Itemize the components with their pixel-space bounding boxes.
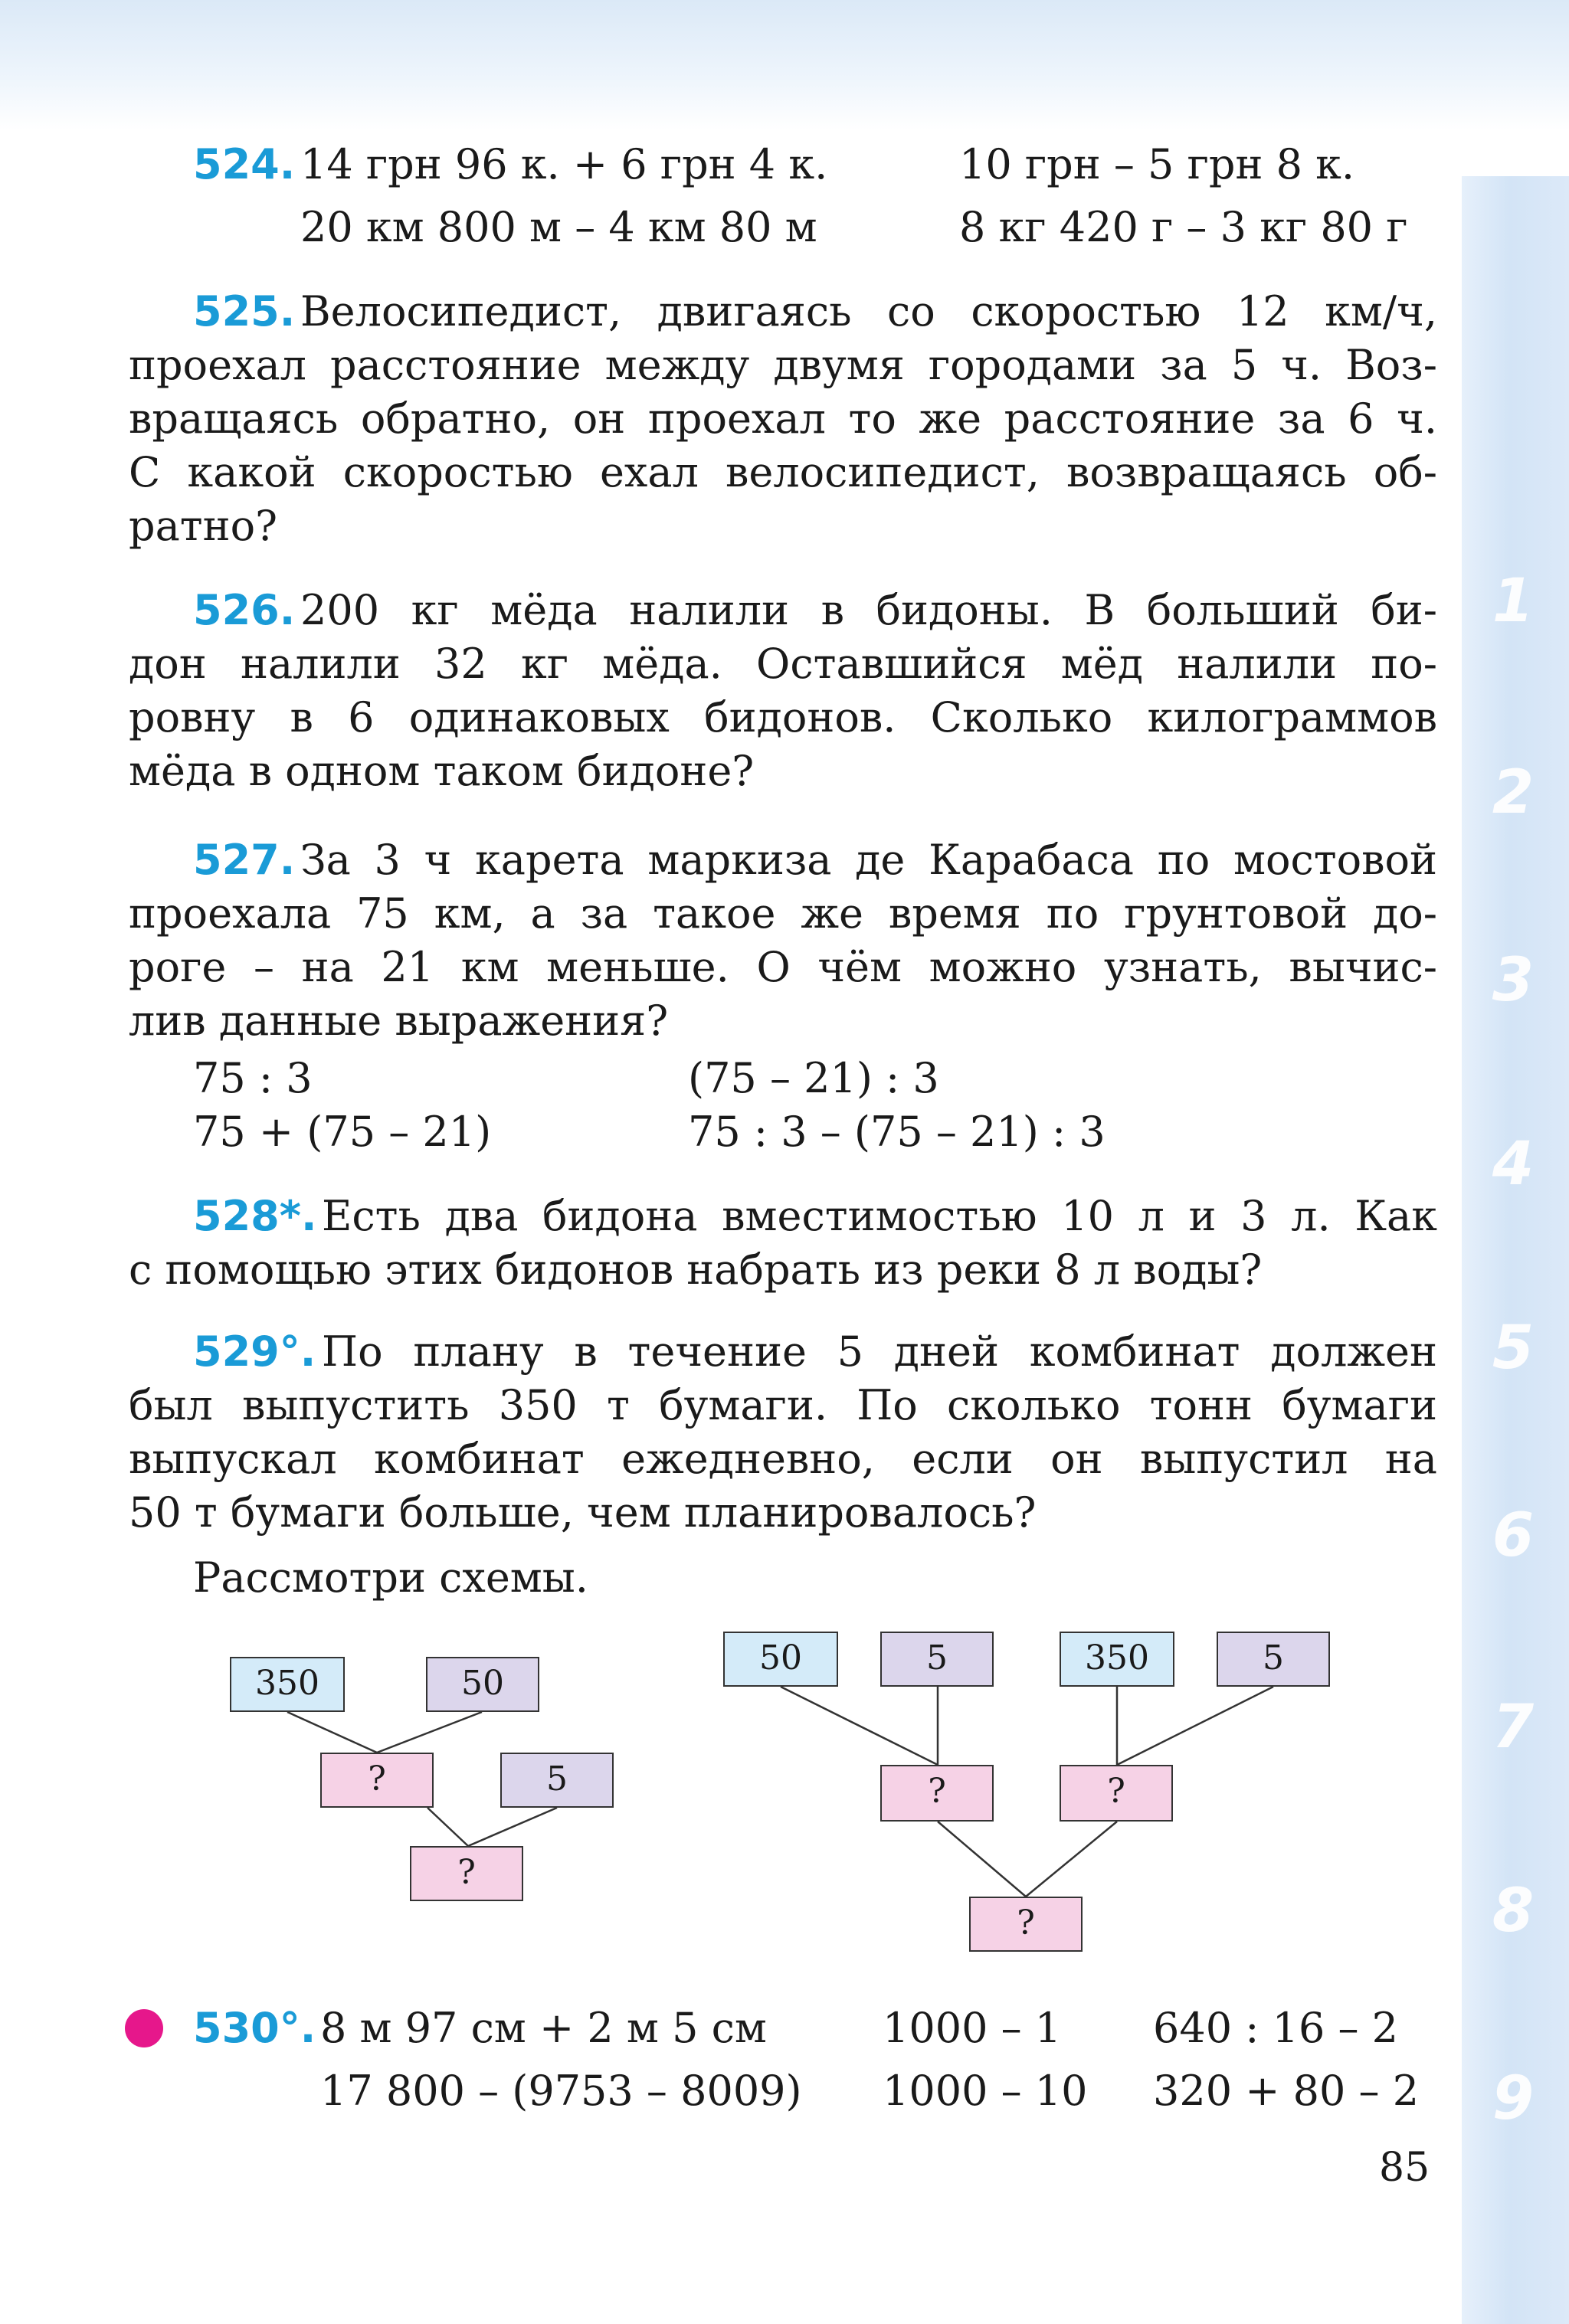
- text-line: был выпустить 350 т бумаги. По сколько тонн бумаги: [129, 1381, 1437, 1429]
- chapter-number: 7: [1492, 1693, 1535, 1762]
- expression: 75 + (75 – 21): [193, 1108, 492, 1156]
- text-line: мёда в одном таком бидоне?: [129, 747, 755, 795]
- chapter-number: 4: [1492, 1130, 1535, 1199]
- text-line: дон налили 32 кг мёда. Оставшийся мёд налили по-: [129, 640, 1437, 688]
- expression: 20 км 800 м – 4 км 80 м: [300, 203, 817, 251]
- exercise-number: 526.: [193, 586, 296, 634]
- scheme-box: ?: [1060, 1765, 1173, 1822]
- chapter-number: 6: [1492, 1501, 1535, 1570]
- text-line: ровну в 6 одинаковых бидонов. Сколько килограммов: [129, 693, 1437, 741]
- exercise-number: 529°.: [193, 1327, 316, 1376]
- scheme-box: 50: [723, 1632, 838, 1687]
- scheme-box: 50: [426, 1657, 539, 1712]
- bullet-marker: [125, 2009, 163, 2047]
- chapter-number: 9: [1492, 2064, 1535, 2133]
- text-line: Велосипедист, двигаясь со скоростью 12 км/ч,: [300, 287, 1437, 336]
- text-line: 200 кг мёда налили в бидоны. В больший би-: [300, 586, 1437, 634]
- exercise-number: 524.: [193, 140, 296, 188]
- expression: 75 : 3: [193, 1054, 313, 1102]
- chapter-number: 5: [1492, 1314, 1535, 1383]
- expression: (75 – 21) : 3: [688, 1054, 939, 1102]
- instruction: Рассмотри схемы.: [193, 1553, 588, 1602]
- text-line: С какой скоростью ехал велосипедист, возвращаясь об-: [129, 448, 1437, 496]
- chapter-number: 8: [1492, 1877, 1535, 1946]
- text-line: 50 т бумаги больше, чем планировалось?: [129, 1488, 1037, 1537]
- scheme-box: 5: [1217, 1632, 1330, 1687]
- text-line: За 3 ч карета маркиза де Карабаса по мостовой: [300, 836, 1437, 884]
- chapter-number: 1: [1492, 567, 1535, 636]
- scheme-box: 5: [880, 1632, 994, 1687]
- text-line: с помощью этих бидонов набрать из реки 8 л воды?: [129, 1245, 1263, 1294]
- text-line: ратно?: [129, 502, 278, 550]
- scheme-box: 350: [230, 1657, 345, 1712]
- text-line: выпускал комбинат ежедневно, если он выпустил на: [129, 1435, 1437, 1483]
- expression: 14 грн 96 к. + 6 грн 4 к.: [300, 140, 828, 188]
- scheme-box: 350: [1060, 1632, 1174, 1687]
- exercise-number: 525.: [193, 287, 296, 336]
- chapter-number: 2: [1492, 758, 1535, 827]
- expression: 8 м 97 см + 2 м 5 см: [320, 2004, 767, 2052]
- scheme-box: ?: [969, 1897, 1083, 1952]
- text-line: роге – на 21 км меньше. О чём можно узнать, вычис-: [129, 943, 1437, 991]
- expression: 17 800 – (9753 – 8009): [320, 2067, 802, 2115]
- expression: 320 + 80 – 2: [1153, 2067, 1420, 2115]
- scheme-box: ?: [880, 1765, 994, 1822]
- text-line: проехал расстояние между двумя городами за 5 ч. Воз-: [129, 341, 1437, 389]
- exercise-number: 527.: [193, 836, 296, 884]
- exercise-number: 528*.: [193, 1192, 317, 1240]
- expression: 1000 – 1: [883, 2004, 1062, 2052]
- page-number: 85: [1379, 2145, 1430, 2191]
- expression: 75 : 3 – (75 – 21) : 3: [688, 1108, 1106, 1156]
- expression: 10 грн – 5 грн 8 к.: [959, 140, 1355, 188]
- text-line: По плану в течение 5 дней комбинат должен: [322, 1327, 1437, 1376]
- scheme-box: ?: [410, 1846, 523, 1901]
- chapter-number: 3: [1492, 946, 1535, 1015]
- expression: 8 кг 420 г – 3 кг 80 г: [959, 203, 1408, 251]
- text-line: проехала 75 км, а за такое же время по грунтовой до-: [129, 889, 1437, 938]
- expression: 1000 – 10: [883, 2067, 1088, 2115]
- scheme-box: 5: [500, 1753, 614, 1808]
- scheme-box: ?: [320, 1753, 434, 1808]
- text-line: лив данные выражения?: [129, 997, 669, 1045]
- text-line: вращаясь обратно, он проехал то же расстояние за 6 ч.: [129, 394, 1437, 443]
- text-line: Есть два бидона вместимостью 10 л и 3 л. Как: [322, 1192, 1437, 1240]
- exercise-number: 530°.: [193, 2004, 316, 2052]
- expression: 640 : 16 – 2: [1153, 2004, 1398, 2052]
